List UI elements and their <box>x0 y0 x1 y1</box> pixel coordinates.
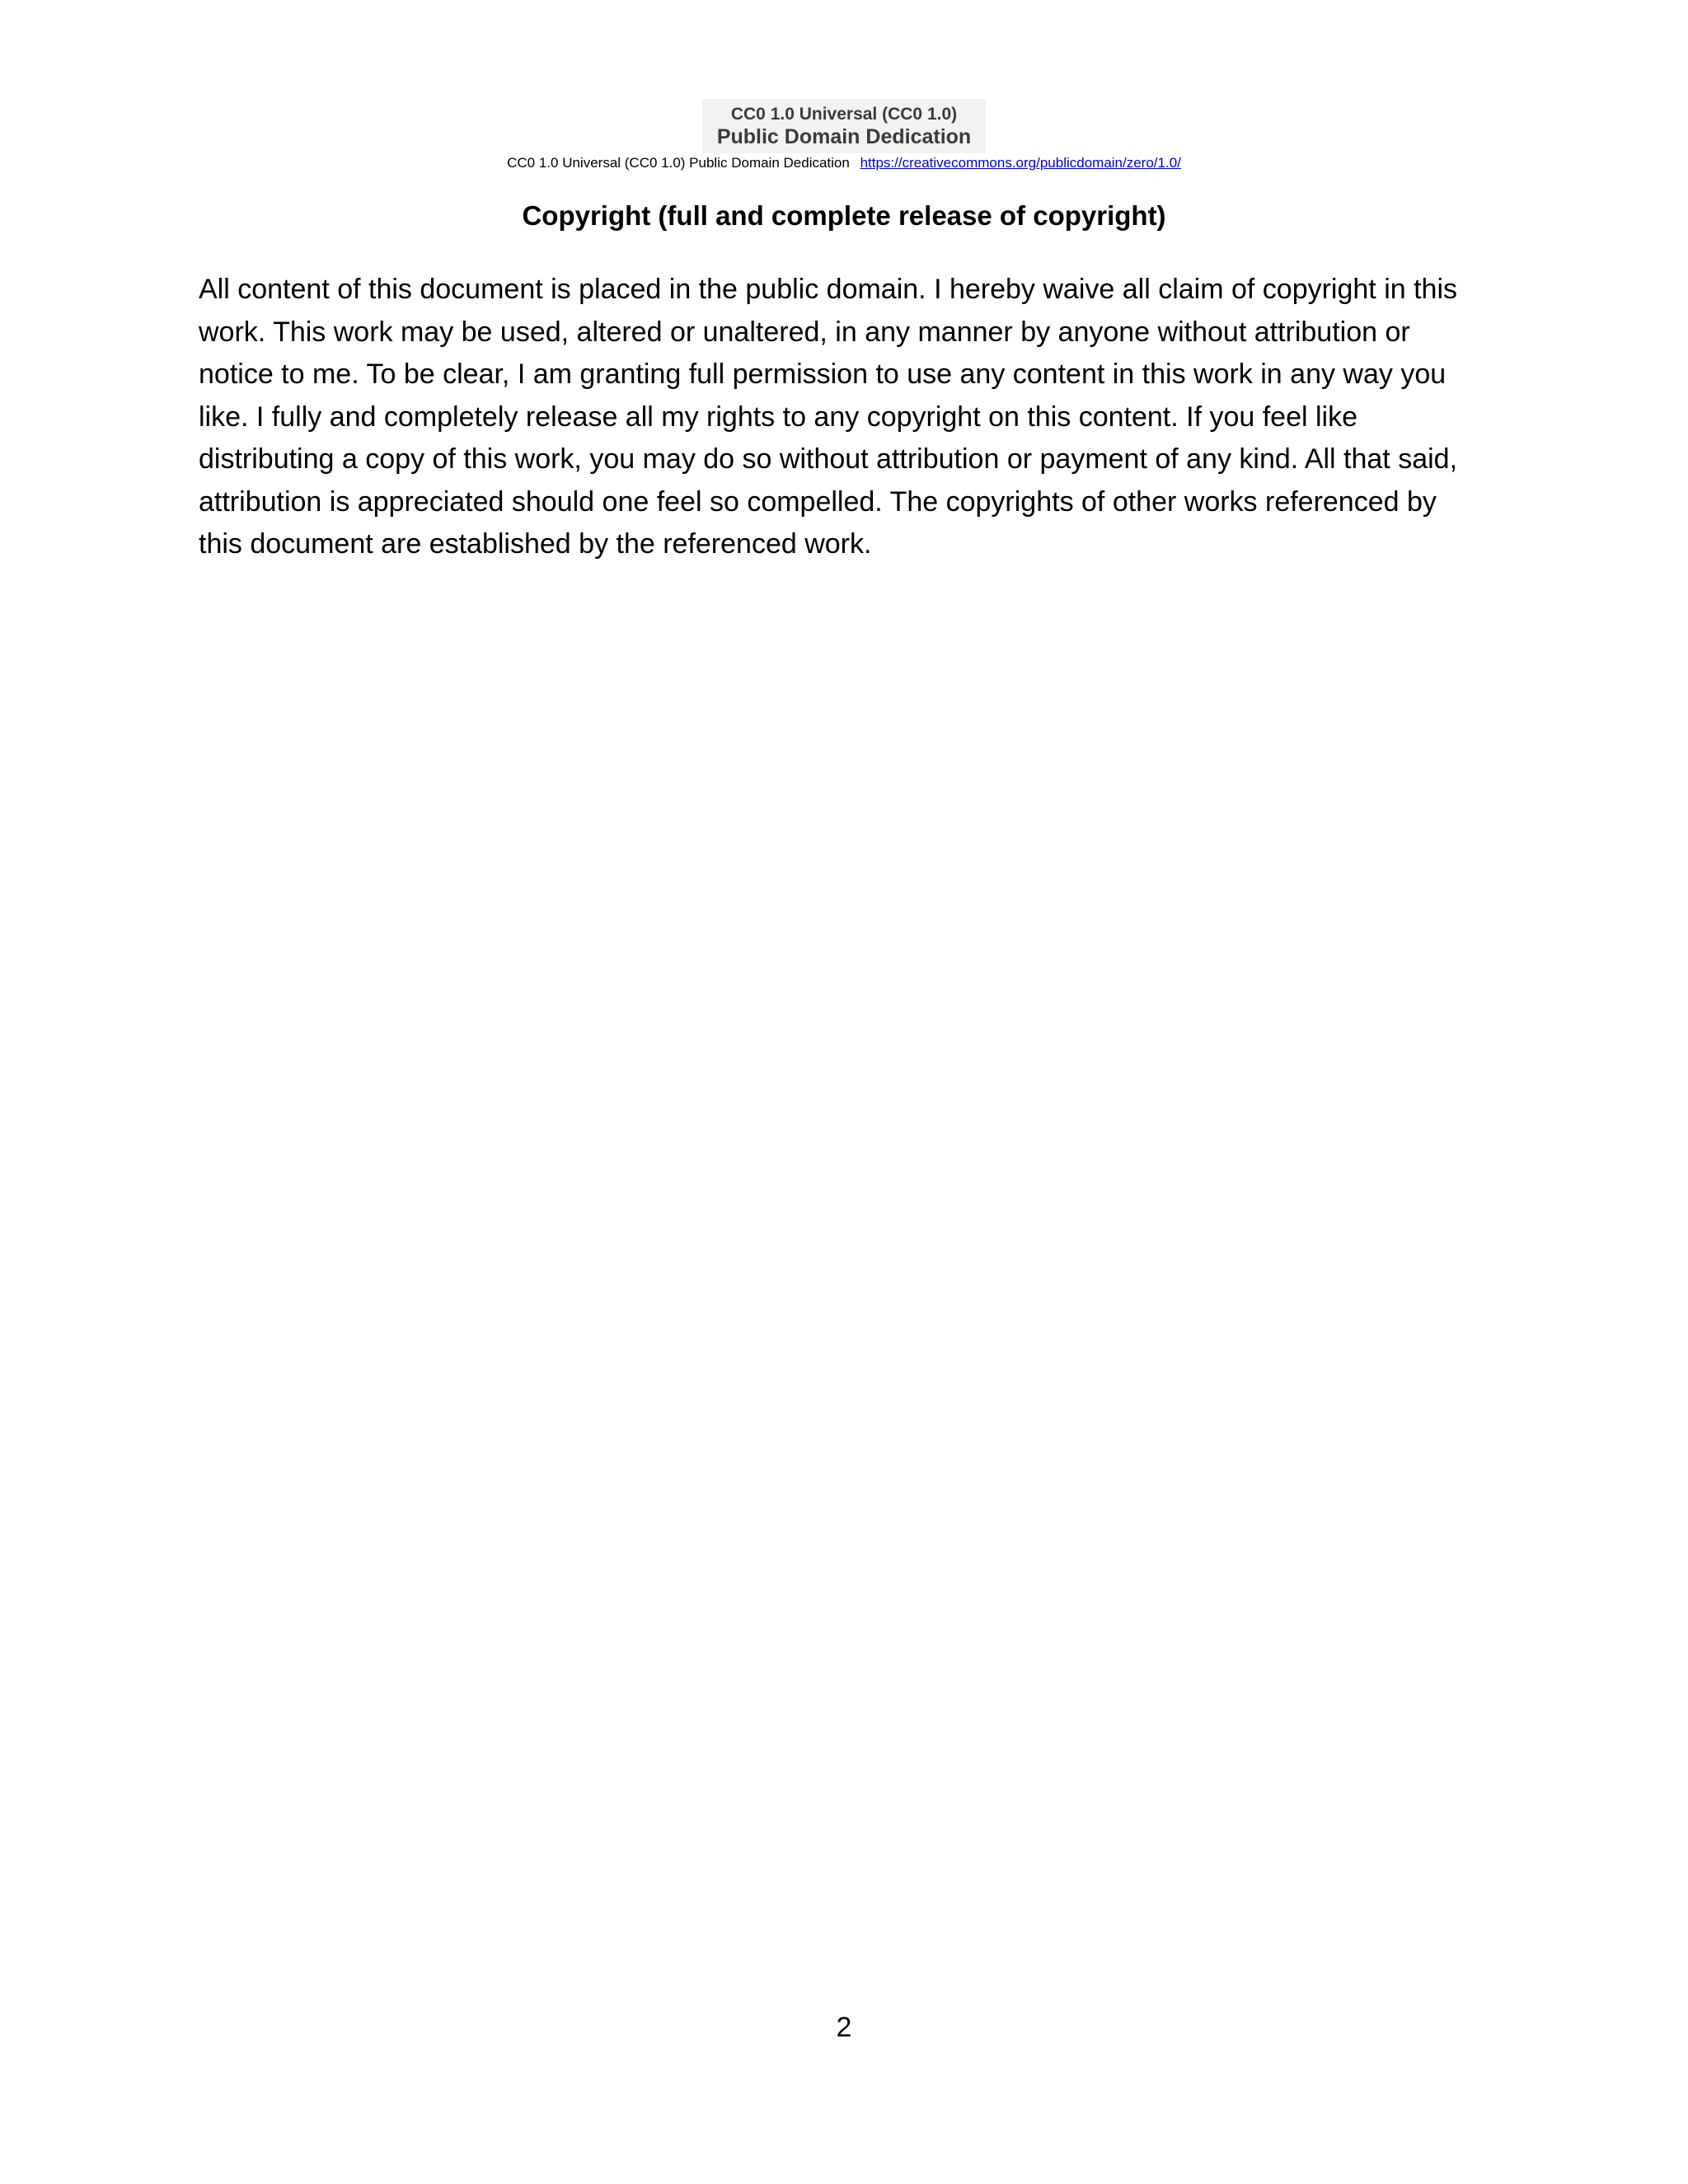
paragraph-line: this document are established by the referenced work. <box>199 528 872 560</box>
paragraph-line: attribution is appreciated should one feel so compelled. The copyrights of other works referenced by <box>199 485 1437 518</box>
page-title: Copyright (full and complete release of copyright) <box>522 200 1166 231</box>
page-number: 2 <box>836 2012 852 2043</box>
paragraph-line: notice to me. To be clear, I am granting full permission to use any content in this work in any way you <box>199 359 1447 390</box>
banner-line-1: CC0 1.0 Universal (CC0 1.0) <box>730 105 958 124</box>
paragraph-line: like. I fully and completely release all my rights to any copyright on this content. If you feel like <box>199 401 1358 433</box>
cc0-banner-image <box>702 99 986 153</box>
banner-line-2: Public Domain Dedication <box>716 125 972 148</box>
paragraph-line: distributing a copy of this work, you may do so without attribution or payment of any kind. All that said, <box>199 443 1458 475</box>
paragraph-line: All content of this document is placed in the public domain. I hereby waive all claim of copyright in this <box>199 274 1458 305</box>
license-line <box>0 153 1688 173</box>
license-link[interactable]: https://creativecommons.org/publicdomain/zero/1.0/ <box>860 155 1181 171</box>
copyright-paragraph <box>199 269 1501 566</box>
paragraph-line: work. This work may be used, altered or unaltered, in any manner by anyone without attribution or <box>199 316 1410 348</box>
license-text: CC0 1.0 Universal (CC0 1.0) Public Domain Dedication <box>507 155 850 171</box>
